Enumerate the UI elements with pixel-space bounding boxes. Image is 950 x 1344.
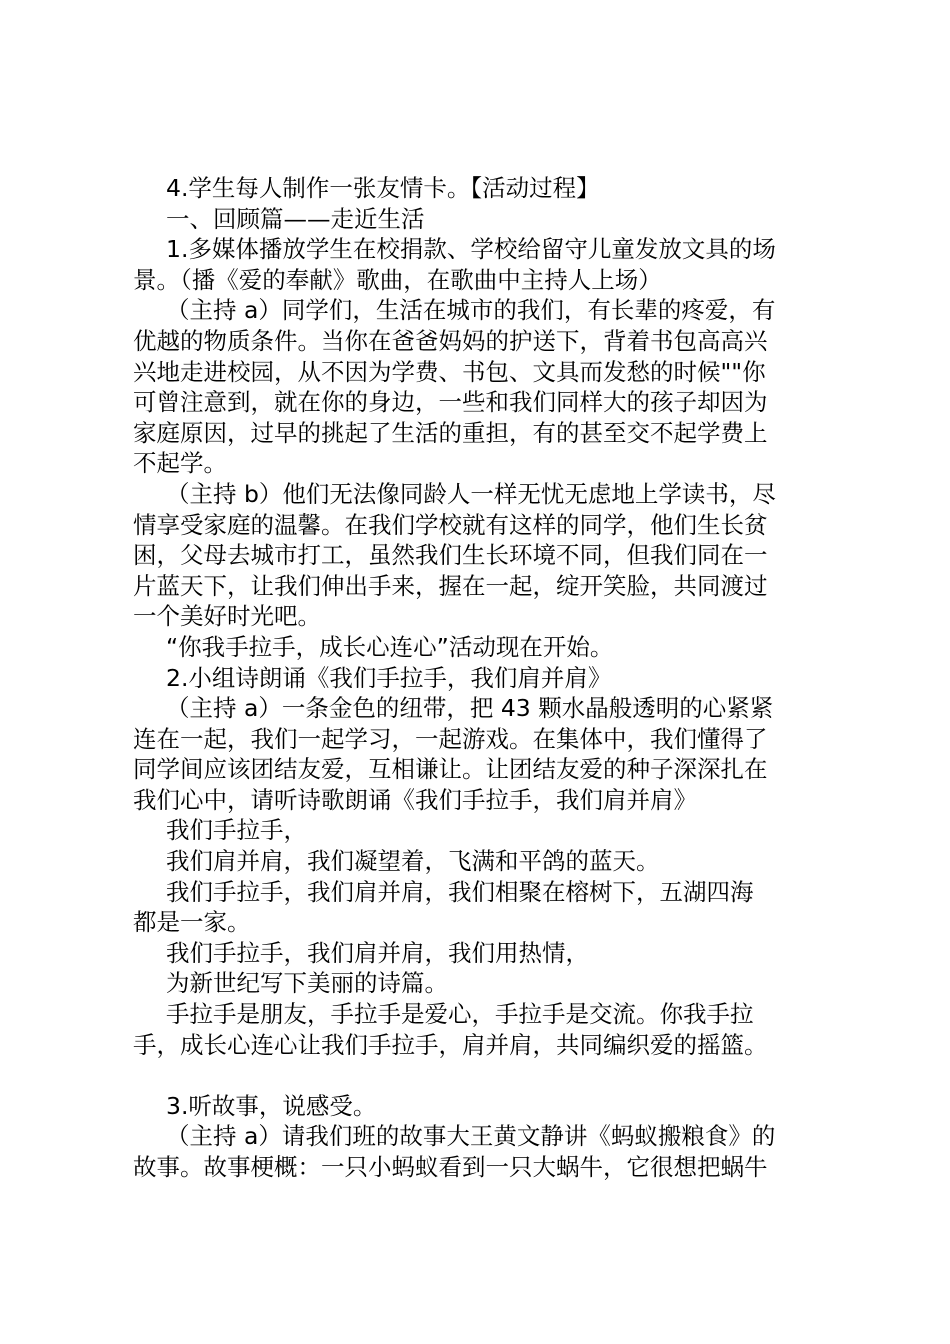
text-line: 情享受家庭的温馨。在我们学校就有这样的同学，他们生长贫 <box>133 510 768 539</box>
poem-line: 我们手拉手，我们肩并肩，我们相聚在榕树下，五湖四海 <box>166 877 754 906</box>
text-line: 3.听故事，说感受。 <box>166 1091 377 1120</box>
text-line: 家庭原因，过早的挑起了生活的重担，有的甚至交不起学费上 <box>133 418 768 447</box>
text-line: 片蓝天下，让我们伸出手来，握在一起，绽开笑脸，共同渡过 <box>133 571 768 600</box>
blank-line <box>133 1060 833 1091</box>
text-line: （主持 a）一条金色的纽带，把 43 颗水晶般透明的心紧紧 <box>166 694 774 723</box>
text-line: （主持 a）同学们，生活在城市的我们，有长辈的疼爱，有 <box>166 296 776 325</box>
text-line: “你我手拉手，成长心连心”活动现在开始。 <box>166 632 614 661</box>
text-line: 2.小组诗朗诵《我们手拉手，我们肩并肩》 <box>166 663 612 692</box>
text-line: 景。（播《爱的奉献》歌曲，在歌曲中主持人上场） <box>133 265 662 294</box>
text-line: 故事。故事梗概：一只小蚂蚁看到一只大蜗牛，它很想把蜗牛 <box>133 1153 768 1181</box>
text-line: 兴地走进校园，从不因为学费、书包、文具而发愁的时候""你 <box>133 357 766 386</box>
text-line: 1.多媒体播放学生在校捐款、学校给留守儿童发放文具的场 <box>166 235 776 264</box>
poem-line: 我们手拉手，我们肩并肩，我们用热情， <box>166 938 589 967</box>
text-line: （主持 a）请我们班的故事大王黄文静讲《蚂蚁搬粮食》的 <box>166 1122 776 1151</box>
text-line: 手，成长心连心让我们手拉手，肩并肩，共同编织爱的摇篮。 <box>133 1030 768 1059</box>
section-heading: 一、回顾篇——走近生活 <box>166 204 425 233</box>
poem-line: 我们手拉手， <box>166 816 307 845</box>
text-line: 优越的物质条件。当你在爸爸妈妈的护送下，背着书包高高兴 <box>133 326 768 355</box>
poem-line: 都是一家。 <box>133 908 251 937</box>
poem-line: 为新世纪写下美丽的诗篇。 <box>166 969 448 998</box>
text-line: 可曾注意到，就在你的身边，一些和我们同样大的孩子却因为 <box>133 388 768 417</box>
text-line: 困，父母去城市打工，虽然我们生长环境不同，但我们同在一 <box>133 541 768 570</box>
text-line: （主持 b）他们无法像同龄人一样无忧无虑地上学读书，尽 <box>166 479 776 508</box>
text-line: 不起学。 <box>133 449 227 478</box>
document-page <box>133 173 833 1183</box>
poem-line: 我们肩并肩，我们凝望着，飞满和平鸽的蓝天。 <box>166 847 660 876</box>
text-line: 4.学生每人制作一张友情卡。【活动过程】 <box>166 174 600 202</box>
text-line: 手拉手是朋友，手拉手是爱心，手拉手是交流。你我手拉 <box>166 1000 754 1029</box>
text-line: 连在一起，我们一起学习，一起游戏。在集体中，我们懂得了 <box>133 724 768 753</box>
text-line: 同学间应该团结友爱，互相谦让。让团结友爱的种子深深扎在 <box>133 755 768 784</box>
text-line: 我们心中，请听诗歌朗诵《我们手拉手，我们肩并肩》 <box>133 785 697 814</box>
text-line: 一个美好时光吧。 <box>133 602 321 631</box>
